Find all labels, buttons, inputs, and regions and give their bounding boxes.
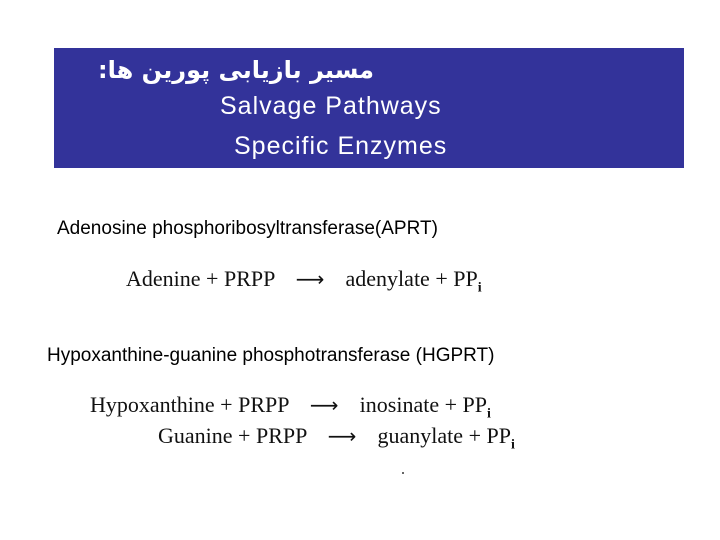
aprt-heading: Adenosine phosphoribosyltransferase(APRT) xyxy=(57,218,438,239)
plus-sign: + xyxy=(220,392,233,417)
reaction-arrow-icon: ⟶ xyxy=(295,267,325,291)
product: inosinate xyxy=(359,392,440,417)
hgprt-reaction-guanine xyxy=(158,423,515,453)
plus-sign: + xyxy=(238,423,251,448)
byproduct xyxy=(462,392,491,422)
plus-sign: + xyxy=(435,266,448,291)
substrate: Hypoxanthine xyxy=(90,392,215,417)
hgprt-reaction-hypoxanthine xyxy=(90,392,491,422)
aprt-reaction xyxy=(126,266,482,296)
substrate: Adenine xyxy=(126,266,201,291)
byproduct-subscript: i xyxy=(487,406,491,422)
product: adenylate xyxy=(345,266,430,291)
byproduct-base: PP xyxy=(462,392,487,417)
title-line-1: Salvage Pathways xyxy=(220,92,442,120)
title-persian: مسیر بازیابی پورین ها: xyxy=(98,56,374,84)
hgprt-heading: Hypoxanthine-guanine phosphotransferase (HGPRT) xyxy=(47,345,495,366)
cosubstrate: PRPP xyxy=(238,392,289,417)
reaction-arrow-icon: ⟶ xyxy=(327,424,357,448)
title-line-2: Specific Enzymes xyxy=(234,132,448,160)
stray-dot xyxy=(402,472,404,474)
reaction-arrow-icon: ⟶ xyxy=(309,393,339,417)
product: guanylate xyxy=(377,423,464,448)
plus-sign: + xyxy=(468,423,481,448)
byproduct-base: PP xyxy=(486,423,511,448)
cosubstrate: PRPP xyxy=(223,266,275,291)
byproduct xyxy=(453,266,482,296)
byproduct-subscript: i xyxy=(477,280,482,296)
byproduct-base: PP xyxy=(453,266,478,291)
cosubstrate: PRPP xyxy=(255,423,307,448)
plus-sign: + xyxy=(444,392,458,417)
byproduct xyxy=(486,423,515,453)
plus-sign: + xyxy=(206,266,219,291)
title-box xyxy=(54,48,684,168)
byproduct-subscript: i xyxy=(510,437,515,453)
substrate: Guanine xyxy=(158,423,233,448)
